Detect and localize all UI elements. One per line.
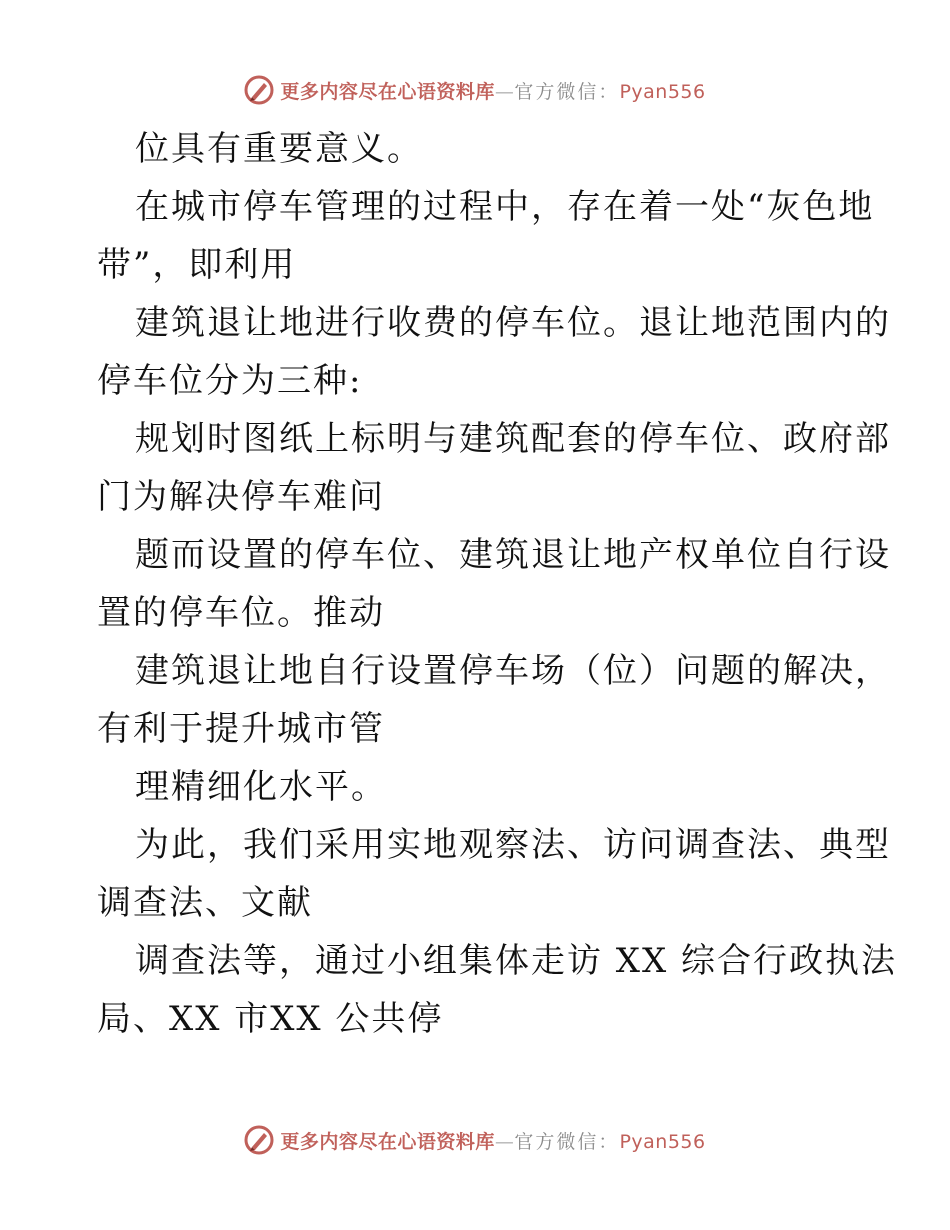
document-body (97, 120, 898, 1048)
text-line: 规划时图纸上标明与建筑配套的停车位、政府部 (135, 419, 891, 459)
text-line: 门为解决停车难问 (97, 477, 385, 517)
header-separator: — (494, 80, 515, 103)
text-line: 局、XX 市XX 公共停 (97, 999, 444, 1039)
pen-logo-icon (244, 75, 274, 105)
header-wechat-id: Pyan556 (619, 80, 706, 103)
footer-separator: — (494, 1130, 515, 1153)
header-brand: 更多内容尽在心语资料库 (280, 80, 495, 103)
text-line: 建筑退让地进行收费的停车位。退让地范围内的 (135, 303, 891, 343)
footer-brand: 更多内容尽在心语资料库 (280, 1130, 495, 1153)
footer-banner (0, 1120, 950, 1160)
text-line: 调查法等，通过小组集体走访 XX 综合行政执法 (135, 941, 898, 981)
text-line: 为此，我们采用实地观察法、访问调查法、典型 (135, 825, 891, 865)
footer-wechat-id: Pyan556 (619, 1130, 706, 1153)
header-banner (0, 70, 950, 110)
text-line: 建筑退让地自行设置停车场（位）问题的解决， (135, 651, 891, 691)
text-line: 理精细化水平。 (135, 767, 387, 807)
text-line: 停车位分为三种: (97, 361, 363, 401)
text-line: 题而设置的停车位、建筑退让地产权单位自行设 (135, 535, 891, 575)
text-line: 置的停车位。推动 (97, 593, 385, 633)
text-line: 在城市停车管理的过程中，存在着一处“灰色地 (135, 187, 875, 227)
text-line: 调查法、文献 (97, 883, 313, 923)
text-line: 位具有重要意义。 (135, 129, 423, 169)
pen-logo-icon (244, 1125, 274, 1155)
footer-text (280, 1127, 705, 1154)
text-line: 带”，即利用 (97, 245, 297, 285)
header-text (280, 77, 705, 104)
header-label: 官方微信： (514, 80, 620, 103)
footer-label: 官方微信： (514, 1130, 620, 1153)
text-line: 有利于提升城市管 (97, 709, 385, 749)
